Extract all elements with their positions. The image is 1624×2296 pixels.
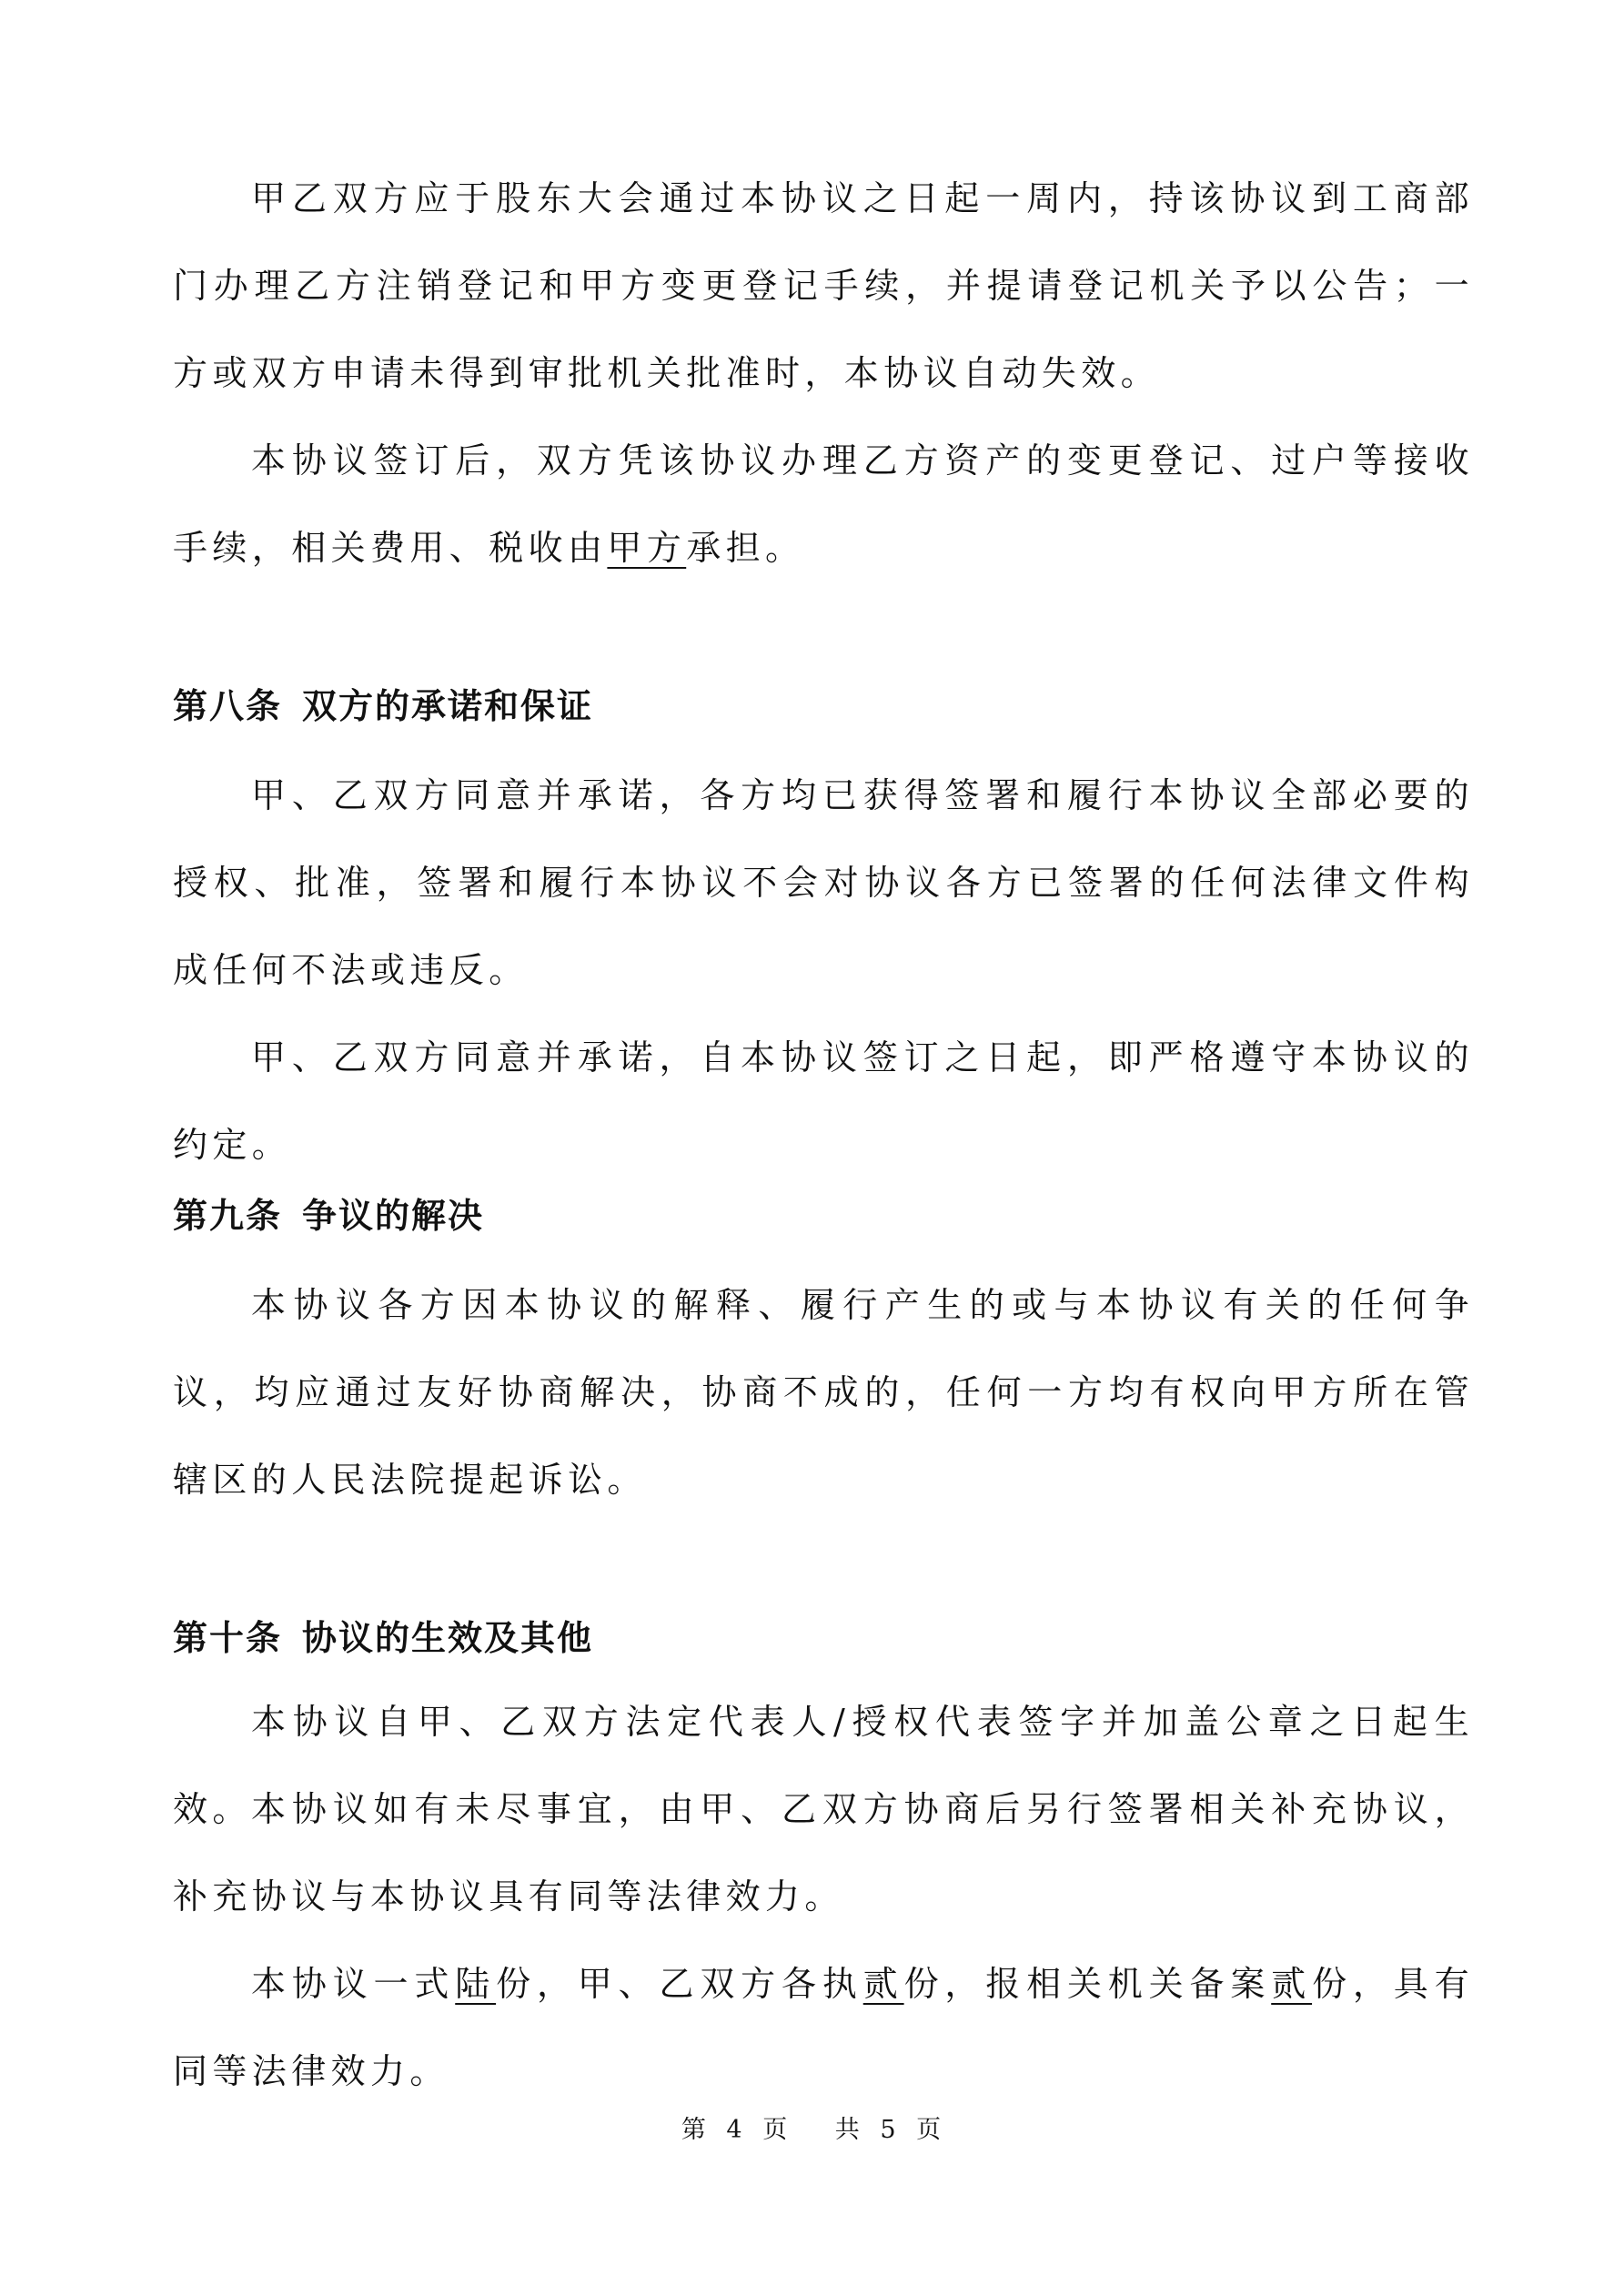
article10-p3-text-d: 份，具有同等法律效力。 (173, 1964, 1475, 2091)
footer-total-word: 共 (834, 2116, 862, 2144)
footer-page-number: 4 (726, 2116, 744, 2144)
article10-p3-text-a: 本协议一式 (251, 1964, 456, 2004)
article10-title: 协议的生效及其他 (302, 1617, 594, 1658)
article10-p3-copies-total: 陆 (455, 1964, 497, 2004)
footer-page-unit: 页 (762, 2116, 790, 2144)
article8-paragraph-1: 甲、乙双方同意并承诺，各方均已获得签署和履行本协议全部必要的授权、批准，签署和履行本协议不会对协议各方已签署的任何法律文件构成任何不法或违反。 (173, 775, 1474, 990)
article7-paragraph-2 (173, 417, 1474, 592)
article8-heading (173, 679, 1474, 733)
article9-heading (173, 1188, 1474, 1243)
article10-p3-text-c: 份，报相关机关备案 (903, 1964, 1272, 2004)
article9-paragraph-1: 本协议各方因本协议的解释、履行产生的或与本协议有关的任何争议，均应通过友好协商解决，协商不成的，任何一方均有权向甲方所在管辖区的人民法院提起诉讼。 (173, 1285, 1474, 1500)
article10-paragraph-1: 本协议自甲、乙双方法定代表人/授权代表签字并加盖公章之日起生效。 (173, 1702, 1474, 1829)
footer-total-number: 5 (880, 2116, 898, 2144)
page-footer (0, 2109, 1624, 2145)
article7-paragraph-1: 甲乙双方应于股东大会通过本协议之日起一周内，持该协议到工商部门办理乙方注销登记和甲方变更登记手续，并提请登记机关予以公告；一方或双方申请未得到审批机关批准时，本协议自动失效。 (173, 178, 1474, 393)
article9-number: 第九条 (173, 1195, 283, 1236)
article10-paragraph-2: 本协议如有未尽事宜，由甲、乙双方协商后另行签署相关补充协议，补充协议与本协议具有同等法律效力。 (173, 1789, 1474, 1917)
article10-p3-copies-filed: 贰 (1271, 1964, 1313, 2004)
article10-number: 第十条 (173, 1617, 283, 1658)
article8-title: 双方的承诺和保证 (302, 685, 594, 726)
article7-p2-underlined: 甲方 (607, 528, 687, 568)
article10-paragraph-3 (173, 1940, 1474, 2115)
footer-total-unit: 页 (916, 2116, 943, 2144)
article8-paragraph-2: 甲、乙双方同意并承诺，自本协议签订之日起，即严格遵守本协议的约定。 (173, 1037, 1474, 1165)
article7-p2-text-a: 本协议签订后，双方凭该协议办理乙方资产的变更登记、过户等接收手续，相关费用、税收由 (173, 440, 1474, 568)
article10-p3-copies-each: 贰 (862, 1964, 904, 2004)
article7-p2-text-b: 承担。 (686, 528, 805, 568)
article10-p3-text-b: 份，甲、乙双方各执 (496, 1964, 863, 2004)
article9-title: 争议的解决 (302, 1195, 485, 1236)
article10-heading (173, 1611, 1474, 1665)
footer-page-word: 第 (681, 2116, 708, 2144)
article8-number: 第八条 (173, 685, 283, 726)
